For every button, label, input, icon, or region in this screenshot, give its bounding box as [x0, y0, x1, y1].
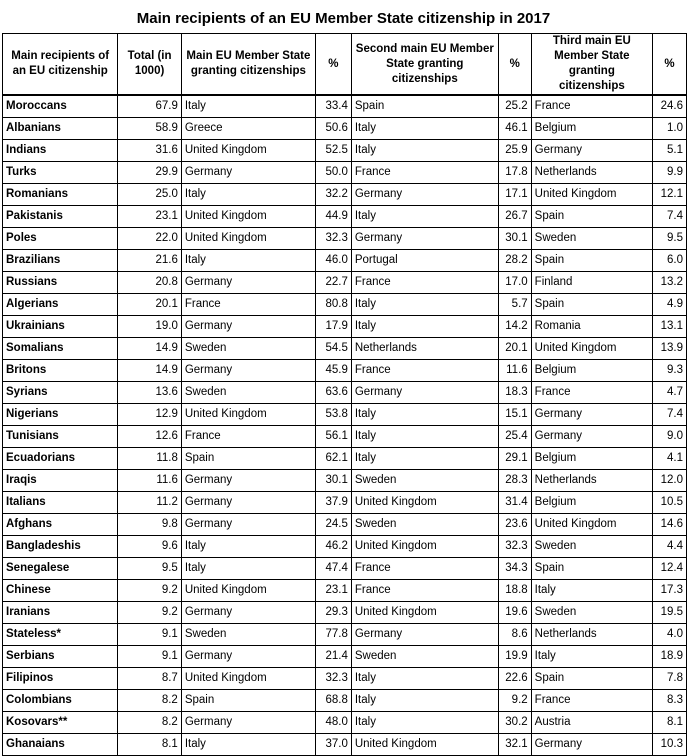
main-pct: 32.3 — [315, 228, 351, 250]
second-state: France — [351, 580, 498, 602]
main-pct: 54.5 — [315, 338, 351, 360]
total-value: 11.8 — [118, 448, 181, 470]
main-state: Italy — [181, 734, 315, 756]
main-state: Sweden — [181, 624, 315, 646]
second-pct: 28.2 — [498, 250, 531, 272]
third-pct: 9.0 — [653, 426, 687, 448]
third-state: Germany — [531, 734, 652, 756]
table-row — [3, 272, 687, 294]
second-state: Sweden — [351, 470, 498, 492]
main-state: Italy — [181, 184, 315, 206]
third-pct: 1.0 — [653, 118, 687, 140]
third-pct: 9.9 — [653, 162, 687, 184]
total-value: 9.6 — [118, 536, 181, 558]
second-state: Sweden — [351, 646, 498, 668]
second-state: Spain — [351, 95, 498, 118]
main-state: Sweden — [181, 338, 315, 360]
recipient-name: Ghanaians — [3, 734, 118, 756]
third-pct: 13.2 — [653, 272, 687, 294]
main-pct: 63.6 — [315, 382, 351, 404]
recipient-name: Brazilians — [3, 250, 118, 272]
second-pct: 17.8 — [498, 162, 531, 184]
recipient-name: Russians — [3, 272, 118, 294]
second-state: United Kingdom — [351, 536, 498, 558]
third-pct: 7.4 — [653, 404, 687, 426]
table-row — [3, 646, 687, 668]
third-state: Belgium — [531, 492, 652, 514]
table-row — [3, 712, 687, 734]
third-state: Belgium — [531, 360, 652, 382]
recipient-name: Iranians — [3, 602, 118, 624]
second-pct: 32.3 — [498, 536, 531, 558]
table-row — [3, 602, 687, 624]
third-state: Sweden — [531, 536, 652, 558]
total-value: 20.1 — [118, 294, 181, 316]
third-state: United Kingdom — [531, 338, 652, 360]
recipient-name: Filipinos — [3, 668, 118, 690]
third-pct: 10.5 — [653, 492, 687, 514]
third-pct: 24.6 — [653, 95, 687, 118]
main-state: United Kingdom — [181, 228, 315, 250]
third-pct: 12.1 — [653, 184, 687, 206]
total-value: 22.0 — [118, 228, 181, 250]
second-state: Italy — [351, 140, 498, 162]
table-row — [3, 140, 687, 162]
total-value: 14.9 — [118, 338, 181, 360]
second-state: Portugal — [351, 250, 498, 272]
third-pct: 4.0 — [653, 624, 687, 646]
second-state: Germany — [351, 228, 498, 250]
recipient-name: Italians — [3, 492, 118, 514]
total-value: 25.0 — [118, 184, 181, 206]
second-state: France — [351, 162, 498, 184]
third-state: Netherlands — [531, 470, 652, 492]
third-state: Sweden — [531, 228, 652, 250]
recipient-name: Britons — [3, 360, 118, 382]
main-pct: 37.0 — [315, 734, 351, 756]
main-state: Germany — [181, 492, 315, 514]
table-row — [3, 118, 687, 140]
table-row — [3, 294, 687, 316]
third-pct: 18.9 — [653, 646, 687, 668]
third-pct: 13.9 — [653, 338, 687, 360]
table-body — [3, 95, 687, 756]
second-pct: 26.7 — [498, 206, 531, 228]
table-row — [3, 184, 687, 206]
total-value: 13.6 — [118, 382, 181, 404]
main-pct: 62.1 — [315, 448, 351, 470]
second-state: France — [351, 360, 498, 382]
recipient-name: Bangladeshis — [3, 536, 118, 558]
main-state: United Kingdom — [181, 140, 315, 162]
total-value: 29.9 — [118, 162, 181, 184]
third-state: Belgium — [531, 118, 652, 140]
total-value: 14.9 — [118, 360, 181, 382]
third-state: Netherlands — [531, 162, 652, 184]
second-state: Italy — [351, 712, 498, 734]
second-pct: 29.1 — [498, 448, 531, 470]
recipient-name: Syrians — [3, 382, 118, 404]
recipient-name: Somalians — [3, 338, 118, 360]
third-pct: 8.3 — [653, 690, 687, 712]
total-value: 8.2 — [118, 690, 181, 712]
third-pct: 5.1 — [653, 140, 687, 162]
second-state: France — [351, 558, 498, 580]
main-pct: 33.4 — [315, 95, 351, 118]
second-state: United Kingdom — [351, 734, 498, 756]
second-state: France — [351, 272, 498, 294]
second-pct: 31.4 — [498, 492, 531, 514]
second-pct: 11.6 — [498, 360, 531, 382]
recipient-name: Ukrainians — [3, 316, 118, 338]
table-row — [3, 360, 687, 382]
third-pct: 4.9 — [653, 294, 687, 316]
header-main-pct: % — [315, 34, 351, 96]
third-state: Italy — [531, 580, 652, 602]
main-pct: 32.2 — [315, 184, 351, 206]
total-value: 9.1 — [118, 624, 181, 646]
main-pct: 47.4 — [315, 558, 351, 580]
third-pct: 14.6 — [653, 514, 687, 536]
main-state: Germany — [181, 602, 315, 624]
citizenship-table — [2, 33, 687, 756]
second-pct: 8.6 — [498, 624, 531, 646]
main-pct: 17.9 — [315, 316, 351, 338]
second-pct: 14.2 — [498, 316, 531, 338]
main-state: Germany — [181, 316, 315, 338]
recipient-name: Indians — [3, 140, 118, 162]
second-pct: 25.4 — [498, 426, 531, 448]
total-value: 9.5 — [118, 558, 181, 580]
recipient-name: Kosovars** — [3, 712, 118, 734]
third-pct: 7.8 — [653, 668, 687, 690]
second-state: United Kingdom — [351, 602, 498, 624]
main-state: Greece — [181, 118, 315, 140]
third-state: France — [531, 382, 652, 404]
second-state: Italy — [351, 426, 498, 448]
main-state: United Kingdom — [181, 206, 315, 228]
second-state: Netherlands — [351, 338, 498, 360]
second-state: Italy — [351, 448, 498, 470]
third-pct: 13.1 — [653, 316, 687, 338]
second-state: Italy — [351, 294, 498, 316]
table-row — [3, 558, 687, 580]
table-row — [3, 338, 687, 360]
header-third-state: Third main EU Member State granting citizenships — [531, 34, 652, 96]
third-state: Germany — [531, 404, 652, 426]
total-value: 12.6 — [118, 426, 181, 448]
third-state: Spain — [531, 558, 652, 580]
second-pct: 20.1 — [498, 338, 531, 360]
second-pct: 34.3 — [498, 558, 531, 580]
table-row — [3, 734, 687, 756]
table-row — [3, 536, 687, 558]
header-third-pct: % — [653, 34, 687, 96]
third-pct: 8.1 — [653, 712, 687, 734]
main-pct: 22.7 — [315, 272, 351, 294]
total-value: 11.6 — [118, 470, 181, 492]
main-state: United Kingdom — [181, 580, 315, 602]
total-value: 12.9 — [118, 404, 181, 426]
third-state: Spain — [531, 668, 652, 690]
third-pct: 19.5 — [653, 602, 687, 624]
total-value: 9.2 — [118, 580, 181, 602]
third-pct: 7.4 — [653, 206, 687, 228]
total-value: 9.2 — [118, 602, 181, 624]
main-pct: 21.4 — [315, 646, 351, 668]
recipient-name: Pakistanis — [3, 206, 118, 228]
recipient-name: Turks — [3, 162, 118, 184]
third-pct: 10.3 — [653, 734, 687, 756]
third-pct: 17.3 — [653, 580, 687, 602]
recipient-name: Algerians — [3, 294, 118, 316]
third-state: Netherlands — [531, 624, 652, 646]
main-state: Italy — [181, 250, 315, 272]
main-state: Italy — [181, 558, 315, 580]
third-pct: 12.4 — [653, 558, 687, 580]
table-row — [3, 95, 687, 118]
recipient-name: Ecuadorians — [3, 448, 118, 470]
second-pct: 28.3 — [498, 470, 531, 492]
table-row — [3, 668, 687, 690]
third-state: Spain — [531, 206, 652, 228]
second-pct: 18.3 — [498, 382, 531, 404]
second-pct: 19.9 — [498, 646, 531, 668]
main-state: Germany — [181, 712, 315, 734]
header-second-state: Second main EU Member State granting citizenships — [351, 34, 498, 96]
third-pct: 6.0 — [653, 250, 687, 272]
total-value: 67.9 — [118, 95, 181, 118]
main-pct: 52.5 — [315, 140, 351, 162]
main-pct: 50.0 — [315, 162, 351, 184]
total-value: 9.8 — [118, 514, 181, 536]
table-row — [3, 448, 687, 470]
main-pct: 44.9 — [315, 206, 351, 228]
main-pct: 24.5 — [315, 514, 351, 536]
recipient-name: Chinese — [3, 580, 118, 602]
second-state: United Kingdom — [351, 492, 498, 514]
table-row — [3, 624, 687, 646]
main-state: United Kingdom — [181, 668, 315, 690]
header-recipients: Main recipients of an EU citizenship — [3, 34, 118, 96]
second-state: Italy — [351, 668, 498, 690]
main-pct: 46.0 — [315, 250, 351, 272]
recipient-name: Colombians — [3, 690, 118, 712]
main-pct: 77.8 — [315, 624, 351, 646]
main-pct: 50.6 — [315, 118, 351, 140]
table-row — [3, 492, 687, 514]
recipient-name: Afghans — [3, 514, 118, 536]
total-value: 31.6 — [118, 140, 181, 162]
second-state: Italy — [351, 404, 498, 426]
total-value: 8.1 — [118, 734, 181, 756]
recipient-name: Romanians — [3, 184, 118, 206]
second-pct: 23.6 — [498, 514, 531, 536]
table-row — [3, 162, 687, 184]
second-pct: 17.0 — [498, 272, 531, 294]
total-value: 58.9 — [118, 118, 181, 140]
total-value: 21.6 — [118, 250, 181, 272]
table-row — [3, 316, 687, 338]
header-total: Total (in 1000) — [118, 34, 181, 96]
recipient-name: Nigerians — [3, 404, 118, 426]
main-pct: 80.8 — [315, 294, 351, 316]
third-state: Finland — [531, 272, 652, 294]
main-pct: 53.8 — [315, 404, 351, 426]
second-pct: 5.7 — [498, 294, 531, 316]
main-state: Germany — [181, 514, 315, 536]
main-state: Spain — [181, 448, 315, 470]
total-value: 8.7 — [118, 668, 181, 690]
third-pct: 9.3 — [653, 360, 687, 382]
recipient-name: Serbians — [3, 646, 118, 668]
second-pct: 30.1 — [498, 228, 531, 250]
second-state: Germany — [351, 382, 498, 404]
third-state: Germany — [531, 426, 652, 448]
second-state: Italy — [351, 690, 498, 712]
main-state: Italy — [181, 95, 315, 118]
main-pct: 29.3 — [315, 602, 351, 624]
main-state: Italy — [181, 536, 315, 558]
table-row — [3, 514, 687, 536]
second-pct: 32.1 — [498, 734, 531, 756]
recipient-name: Albanians — [3, 118, 118, 140]
third-state: Romania — [531, 316, 652, 338]
header-main-state: Main EU Member State granting citizenships — [181, 34, 315, 96]
table-row — [3, 404, 687, 426]
main-state: Germany — [181, 162, 315, 184]
third-state: France — [531, 690, 652, 712]
table-row — [3, 470, 687, 492]
second-pct: 30.2 — [498, 712, 531, 734]
third-state: Spain — [531, 250, 652, 272]
table-row — [3, 426, 687, 448]
second-pct: 19.6 — [498, 602, 531, 624]
third-state: United Kingdom — [531, 514, 652, 536]
third-pct: 9.5 — [653, 228, 687, 250]
third-state: Sweden — [531, 602, 652, 624]
table-row — [3, 228, 687, 250]
recipient-name: Tunisians — [3, 426, 118, 448]
second-pct: 15.1 — [498, 404, 531, 426]
second-pct: 22.6 — [498, 668, 531, 690]
second-pct: 25.2 — [498, 95, 531, 118]
second-state: Sweden — [351, 514, 498, 536]
header-second-pct: % — [498, 34, 531, 96]
second-pct: 18.8 — [498, 580, 531, 602]
main-state: Sweden — [181, 382, 315, 404]
third-state: France — [531, 95, 652, 118]
second-pct: 17.1 — [498, 184, 531, 206]
second-state: Italy — [351, 206, 498, 228]
main-pct: 56.1 — [315, 426, 351, 448]
main-pct: 37.9 — [315, 492, 351, 514]
third-state: Belgium — [531, 448, 652, 470]
third-state: Germany — [531, 140, 652, 162]
table-row — [3, 580, 687, 602]
main-pct: 23.1 — [315, 580, 351, 602]
recipient-name: Stateless* — [3, 624, 118, 646]
main-pct: 30.1 — [315, 470, 351, 492]
main-state: Spain — [181, 690, 315, 712]
total-value: 19.0 — [118, 316, 181, 338]
main-state: Germany — [181, 646, 315, 668]
table-row — [3, 382, 687, 404]
recipient-name: Senegalese — [3, 558, 118, 580]
recipient-name: Iraqis — [3, 470, 118, 492]
second-pct: 46.1 — [498, 118, 531, 140]
second-pct: 9.2 — [498, 690, 531, 712]
total-value: 20.8 — [118, 272, 181, 294]
table-row — [3, 690, 687, 712]
second-state: Italy — [351, 118, 498, 140]
recipient-name: Poles — [3, 228, 118, 250]
table-row — [3, 250, 687, 272]
main-state: France — [181, 294, 315, 316]
third-state: Italy — [531, 646, 652, 668]
main-pct: 48.0 — [315, 712, 351, 734]
main-state: Germany — [181, 272, 315, 294]
recipient-name: Moroccans — [3, 95, 118, 118]
main-state: Germany — [181, 360, 315, 382]
main-state: France — [181, 426, 315, 448]
main-pct: 46.2 — [315, 536, 351, 558]
total-value: 23.1 — [118, 206, 181, 228]
table-row — [3, 206, 687, 228]
third-pct: 12.0 — [653, 470, 687, 492]
second-state: Germany — [351, 624, 498, 646]
second-state: Italy — [351, 316, 498, 338]
third-pct: 4.7 — [653, 382, 687, 404]
second-pct: 25.9 — [498, 140, 531, 162]
main-state: Germany — [181, 470, 315, 492]
third-pct: 4.1 — [653, 448, 687, 470]
third-state: Spain — [531, 294, 652, 316]
main-pct: 45.9 — [315, 360, 351, 382]
header-row — [3, 34, 687, 96]
total-value: 8.2 — [118, 712, 181, 734]
main-state: United Kingdom — [181, 404, 315, 426]
total-value: 9.1 — [118, 646, 181, 668]
third-pct: 4.4 — [653, 536, 687, 558]
total-value: 11.2 — [118, 492, 181, 514]
main-pct: 32.3 — [315, 668, 351, 690]
third-state: Austria — [531, 712, 652, 734]
third-state: United Kingdom — [531, 184, 652, 206]
main-pct: 68.8 — [315, 690, 351, 712]
second-state: Germany — [351, 184, 498, 206]
page-title: Main recipients of an EU Member State citizenship in 2017 — [136, 10, 551, 27]
